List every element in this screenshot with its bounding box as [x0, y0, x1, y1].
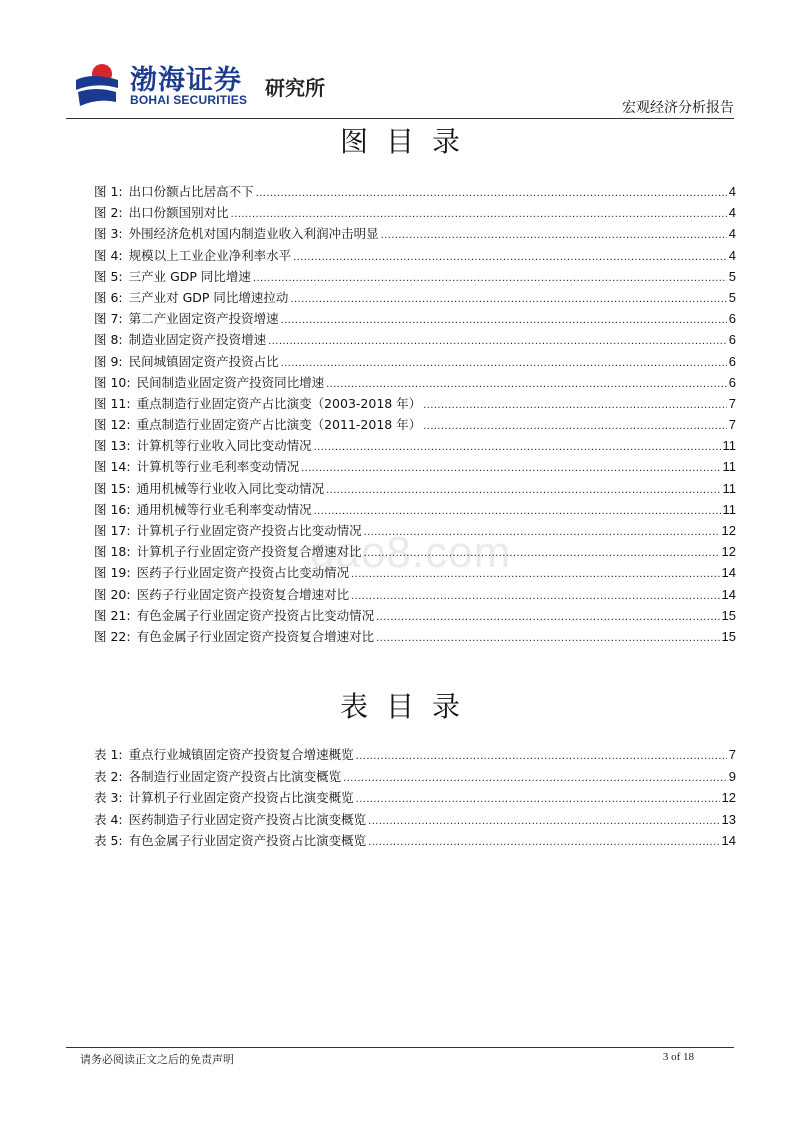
toc-leader-dots [326, 484, 720, 496]
toc-entry-title: 外围经济危机对国内制造业收入利润冲击明显 [128, 226, 379, 242]
toc-leader-dots [423, 399, 727, 411]
toc-entry-label: 图 20: [94, 586, 131, 602]
toc-entry-page: 7 [728, 417, 736, 433]
toc-entry[interactable] [94, 224, 736, 245]
toc-entry[interactable] [94, 788, 736, 810]
toc-entry-title: 通用机械等行业毛利率变动情况 [136, 501, 312, 517]
toc-entry-page: 6 [728, 353, 736, 369]
toc-leader-dots [381, 229, 727, 241]
toc-entry-label: 图 4: [94, 247, 123, 263]
toc-entry-label: 图 10: [94, 374, 131, 390]
toc-entry-page: 11 [722, 480, 736, 496]
toc-entry-label: 图 16: [94, 501, 131, 517]
toc-entry-page: 5 [728, 268, 736, 284]
toc-entry-title: 计算机子行业固定资产投资占比变动情况 [136, 523, 362, 538]
institute-label: 研究所 [265, 76, 325, 100]
toc-entry-label: 表 5: [94, 833, 123, 849]
toc-entry[interactable] [94, 606, 736, 627]
toc-entry-label: 图 8: [94, 332, 123, 348]
toc-entry-title: 计算机等行业毛利率变动情况 [136, 459, 300, 475]
toc-entry-page: 12 [721, 523, 736, 538]
footer-divider [66, 1047, 734, 1048]
tables-toc-title: 表目录 [339, 690, 478, 723]
toc-entry-page: 6 [728, 374, 736, 390]
toc-entry[interactable] [94, 182, 736, 203]
toc-entry-page: 11 [722, 501, 736, 517]
toc-entry-page: 4 [728, 226, 736, 242]
toc-leader-dots [281, 314, 727, 326]
toc-entry-title: 三产业 GDP 同比增速 [128, 268, 251, 284]
toc-entry[interactable] [94, 394, 736, 415]
toc-entry-page: 14 [721, 833, 736, 849]
logo-chinese-name: 渤海证券 [130, 65, 242, 96]
watermark: gao8.com [310, 528, 512, 577]
toc-entry-label: 图 2: [94, 205, 123, 221]
toc-entry-label: 图 18: [94, 544, 131, 560]
toc-entry-title: 三产业对 GDP 同比增速拉动 [128, 289, 289, 305]
toc-entry[interactable] [94, 810, 736, 832]
toc-entry-page: 12 [721, 544, 736, 560]
toc-leader-dots [253, 272, 727, 284]
toc-entry[interactable] [94, 767, 736, 789]
toc-leader-dots [231, 208, 727, 220]
toc-entry-label: 表 3: [94, 790, 123, 806]
toc-entry-page: 5 [728, 289, 736, 305]
toc-leader-dots [368, 815, 719, 827]
toc-entry-title: 计算机等行业收入同比变动情况 [136, 438, 312, 454]
toc-entry-page: 13 [721, 811, 736, 827]
toc-entry[interactable] [94, 373, 736, 394]
toc-entry-label: 图 3: [94, 226, 123, 242]
toc-entry-title: 有色金属子行业固定资产投资占比变动情况 [136, 607, 375, 623]
toc-entry-page: 7 [728, 747, 736, 762]
toc-leader-dots [281, 357, 727, 369]
toc-entry-title: 医药子行业固定资产投资占比变动情况 [136, 565, 350, 581]
toc-entry-page: 14 [721, 565, 736, 581]
toc-entry-page: 12 [721, 790, 736, 806]
toc-entry[interactable] [94, 288, 736, 309]
toc-leader-dots [356, 793, 720, 805]
logo-english-name: BOHAI SECURITIES [130, 93, 248, 107]
toc-entry-label: 图 9: [94, 353, 123, 369]
toc-entry[interactable] [94, 267, 736, 288]
toc-entry-page: 4 [728, 247, 736, 263]
toc-entry[interactable] [94, 479, 736, 500]
toc-entry-title: 重点制造行业固定资产占比演变（2011-2018 年） [136, 417, 422, 433]
toc-entry-label: 图 1: [94, 184, 123, 199]
toc-entry[interactable] [94, 436, 736, 457]
toc-leader-dots [376, 611, 719, 623]
toc-entry-title: 民间制造业固定资产投资同比增速 [136, 374, 325, 390]
figures-toc-list [94, 182, 736, 648]
tables-toc-list [94, 745, 736, 853]
toc-entry-label: 表 1: [94, 747, 123, 762]
toc-leader-dots [290, 293, 726, 305]
toc-leader-dots [368, 836, 719, 848]
toc-entry-title: 规模以上工业企业净利率水平 [128, 247, 292, 263]
toc-leader-dots [326, 378, 727, 390]
toc-entry-label: 图 17: [94, 523, 131, 538]
toc-entry-title: 重点制造行业固定资产占比演变（2003-2018 年） [136, 395, 422, 411]
toc-entry-label: 表 4: [94, 811, 123, 827]
toc-entry-page: 11 [722, 438, 736, 454]
toc-entry-label: 图 19: [94, 565, 131, 581]
toc-entry-page: 14 [721, 586, 736, 602]
toc-entry[interactable] [94, 330, 736, 351]
toc-entry[interactable] [94, 203, 736, 224]
toc-entry-label: 图 14: [94, 459, 131, 475]
toc-entry-label: 图 6: [94, 289, 123, 305]
toc-entry-title: 重点行业城镇固定资产投资复合增速概览 [128, 747, 354, 762]
report-type: 宏观经济分析报告 [622, 100, 734, 116]
toc-entry-title: 出口份额占比居高不下 [128, 184, 254, 199]
toc-leader-dots [423, 420, 727, 432]
disclaimer-note: 请务必阅读正文之后的免责声明 [80, 1053, 234, 1066]
toc-entry[interactable] [94, 309, 736, 330]
toc-entry-title: 计算机子行业固定资产投资占比演变概览 [128, 790, 354, 806]
toc-entry[interactable] [94, 415, 736, 436]
toc-entry-label: 图 21: [94, 607, 131, 623]
toc-entry-title: 第二产业固定资产投资增速 [128, 311, 279, 327]
toc-entry[interactable] [94, 627, 736, 648]
toc-entry-title: 制造业固定资产投资增速 [128, 332, 267, 348]
toc-entry-title: 各制造行业固定资产投资占比演变概览 [128, 768, 342, 784]
toc-entry-page: 6 [728, 311, 736, 327]
toc-entry-title: 有色金属子行业固定资产投资复合增速对比 [136, 628, 375, 644]
toc-leader-dots [314, 441, 721, 453]
toc-entry-page: 15 [721, 628, 736, 644]
toc-entry-label: 图 12: [94, 417, 131, 433]
toc-entry-page: 7 [728, 395, 736, 411]
toc-entry-label: 图 11: [94, 395, 131, 411]
toc-entry-title: 有色金属子行业固定资产投资占比演变概览 [128, 833, 367, 849]
toc-entry[interactable] [94, 585, 736, 606]
toc-entry-page: 9 [728, 768, 736, 784]
toc-entry[interactable] [94, 352, 736, 373]
toc-entry-title: 医药子行业固定资产投资复合增速对比 [136, 586, 350, 602]
toc-entry-page: 4 [728, 184, 736, 199]
toc-entry[interactable] [94, 457, 736, 478]
toc-entry-page: 4 [728, 205, 736, 221]
toc-leader-dots [356, 750, 727, 762]
figures-toc-title: 图目录 [339, 125, 478, 158]
toc-entry-page: 11 [722, 459, 736, 475]
toc-entry[interactable] [94, 500, 736, 521]
toc-entry-label: 图 15: [94, 480, 131, 496]
toc-entry[interactable] [94, 831, 736, 853]
toc-entry-page: 15 [721, 607, 736, 623]
page-number: 3 of 18 [662, 1051, 694, 1063]
toc-entry-title: 医药制造子行业固定资产投资占比演变概览 [128, 811, 367, 827]
toc-entry[interactable] [94, 246, 736, 267]
toc-leader-dots [343, 772, 727, 784]
toc-entry-title: 通用机械等行业收入同比变动情况 [136, 480, 325, 496]
toc-leader-dots [314, 505, 721, 517]
toc-leader-dots [268, 335, 727, 347]
toc-leader-dots [256, 187, 727, 199]
header-divider [66, 118, 734, 119]
toc-entry-page: 6 [728, 332, 736, 348]
toc-leader-dots [293, 251, 727, 263]
toc-entry-label: 表 2: [94, 768, 123, 784]
toc-entry-label: 图 22: [94, 628, 131, 644]
toc-leader-dots [376, 632, 719, 644]
toc-entry-title: 民间城镇固定资产投资占比 [128, 353, 279, 369]
bohai-logo-icon [72, 58, 124, 110]
toc-entry-label: 图 7: [94, 311, 123, 327]
toc-leader-dots [301, 462, 720, 474]
toc-entry-title: 出口份额国别对比 [128, 205, 229, 221]
toc-leader-dots [351, 590, 719, 602]
toc-entry-label: 图 5: [94, 268, 123, 284]
toc-entry-title: 计算机子行业固定资产投资复合增速对比 [136, 544, 362, 560]
toc-entry[interactable] [94, 745, 736, 767]
toc-entry-label: 图 13: [94, 438, 131, 454]
